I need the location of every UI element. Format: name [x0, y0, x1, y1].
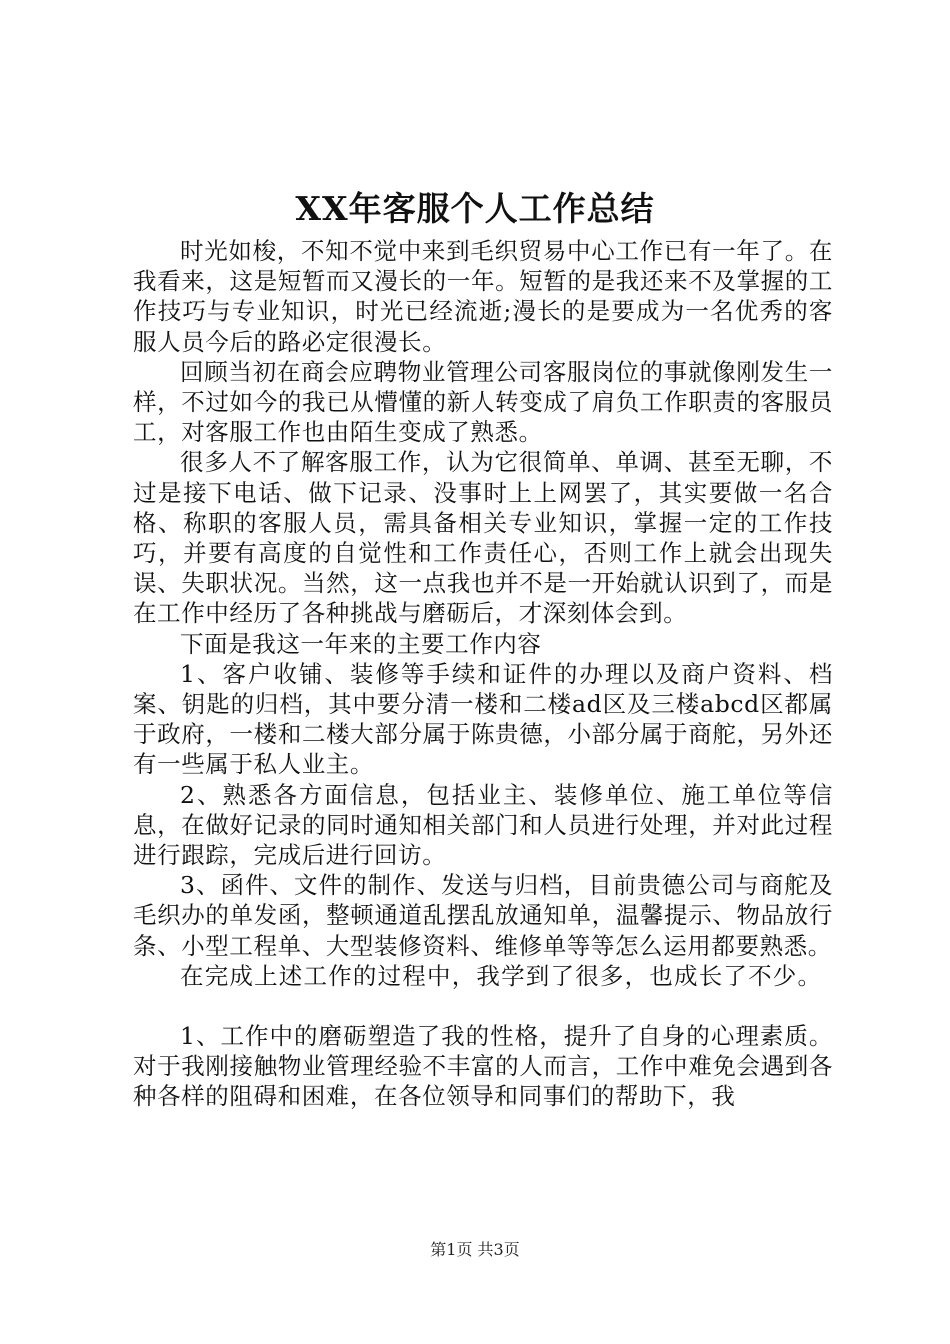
paragraph-review: 回顾当初在商会应聘物业管理公司客服岗位的事就像刚发生一样，不过如今的我已从懵懂的新人转变成了肩负工作职责的客服员工，对客服工作也由陌生变成了熟悉。	[133, 357, 833, 447]
document-body	[133, 236, 833, 1112]
paragraph-work-item-1: 1、客户收铺、装修等手续和证件的办理以及商户资料、档案、钥匙的归档，其中要分清一楼和二楼ad区及三楼abcd区都属于政府，一楼和二楼大部分属于陈贵德，小部分属于商舵，另外还有一些属于私人业主。	[133, 659, 833, 779]
paragraph-intro: 时光如梭，不知不觉中来到毛织贸易中心工作已有一年了。在我看来，这是短暂而又漫长的一年。短暂的是我还来不及掌握的工作技巧与专业知识，时光已经流逝;漫长的是要成为一名优秀的客服人员今后的路必定很漫长。	[133, 237, 833, 356]
page-title: XX年客服个人工作总结	[295, 189, 655, 228]
paragraph-understanding: 很多人不了解客服工作，认为它很简单、单调、甚至无聊，不过是接下电话、做下记录、没事时上上网罢了，其实要做一名合格、称职的客服人员，需具备相关专业知识，掌握一定的工作技巧，并要有高度的自觉性和工作责任心，否则工作上就会出现失误、失职状况。当然，这一点我也并不是一开始就认识到了，而是在工作中经历了各种挑战与磨砺后，才深刻体会到。	[133, 448, 833, 628]
paragraph-work-item-2: 2、熟悉各方面信息，包括业主、装修单位、施工单位等信息，在做好记录的同时通知相关部门和人员进行处理，并对此过程进行跟踪，完成后进行回访。	[133, 780, 833, 870]
paragraph-growth-item-1: 1、工作中的磨砺塑造了我的性格，提升了自身的心理素质。对于我刚接触物业管理经验不丰富的人而言，工作中难免会遇到各种各样的阻碍和困难，在各位领导和同事们的帮助下，我	[133, 1022, 833, 1111]
page-number: 第1页 共3页	[430, 1240, 520, 1259]
paragraph-work-heading: 下面是我这一年来的主要工作内容	[180, 629, 542, 658]
paragraph-work-item-3: 3、函件、文件的制作、发送与归档，目前贵德公司与商舵及毛织办的单发函，整顿通道乱摆乱放通知单，温馨提示、物品放行条、小型工程单、大型装修资料、维修单等等怎么运用都要熟悉。	[133, 871, 833, 960]
paragraph-learned: 在完成上述工作的过程中，我学到了很多，也成长了不少。	[180, 961, 823, 990]
